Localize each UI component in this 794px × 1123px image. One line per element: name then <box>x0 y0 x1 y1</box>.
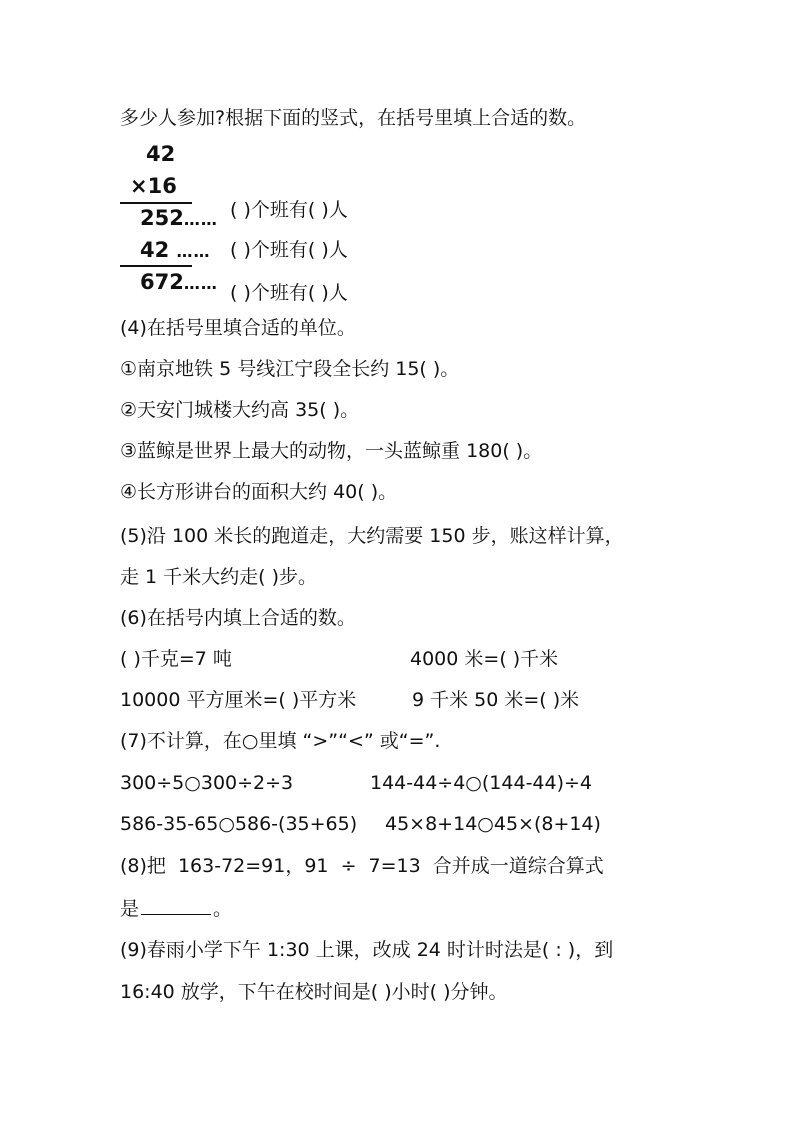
q9-line-2: 16:40 放学，下午在校时间是( )小时( )分钟。 <box>120 981 508 1003</box>
q4-item-4: ④长方形讲台的面积大约 40( )。 <box>120 481 398 503</box>
answer-row-2: ( )个班有( )人 <box>230 239 348 261</box>
rule-top <box>120 202 192 204</box>
q6-d: 9 千米 50 米=( )米 <box>412 689 580 711</box>
multiplier: ×16 <box>130 174 177 198</box>
q5-line-2: 走 1 千米大约走( )步。 <box>120 566 318 588</box>
q7-title: (7)不计算，在○里填 “>”“<” 或“=”. <box>120 730 441 752</box>
q4-title: (4)在括号里填合适的单位。 <box>120 317 356 339</box>
q7-d: 45×8+14○45×(8+14) <box>385 813 601 835</box>
q7-a: 300÷5○300÷2÷3 <box>120 772 294 794</box>
q4-item-2: ②天安门城楼大约高 35( )。 <box>120 399 360 421</box>
answer-row-1: ( )个班有( )人 <box>230 199 348 221</box>
q5-line-1: (5)沿 100 米长的跑道走，大约需要 150 步，账这样计算， <box>120 525 624 547</box>
answer-row-3: ( )个班有( )人 <box>230 282 348 304</box>
q6-title: (6)在括号内填上合适的数。 <box>120 607 356 629</box>
product: 672…… <box>140 270 218 294</box>
q6-c: 10000 平方厘米=( )平方米 <box>120 689 357 711</box>
q4-item-3: ③蓝鲸是世界上最大的动物，一头蓝鲸重 180( )。 <box>120 440 543 462</box>
q7-c: 586-35-65○586-(35+65) <box>120 813 358 835</box>
q6-b: 4000 米=( )千米 <box>410 648 559 670</box>
q4-item-1: ①南京地铁 5 号线江宁段全长约 15( )。 <box>120 358 460 380</box>
q8-line-2: 是 。 <box>120 898 233 920</box>
q6-a: ( )千克=7 吨 <box>120 648 232 670</box>
answer-blank[interactable] <box>141 896 211 915</box>
q7-b: 144-44÷4○(144-44)÷4 <box>370 772 593 794</box>
intro-text: 多少人参加?根据下面的竖式，在括号里填上合适的数。 <box>120 107 587 129</box>
partial-product-2: 42 …… <box>140 238 211 262</box>
rule-bottom <box>120 265 192 267</box>
multiplicand: 42 <box>146 142 176 166</box>
q8-line-1: (8)把 163-72=91，91 ÷ 7=13 合并成一道综合算式 <box>120 855 604 877</box>
q9-line-1: (9)春雨小学下午 1:30 上课，改成 24 时计时法是( : )，到 <box>120 939 614 961</box>
partial-product-1: 252…… <box>140 206 218 230</box>
